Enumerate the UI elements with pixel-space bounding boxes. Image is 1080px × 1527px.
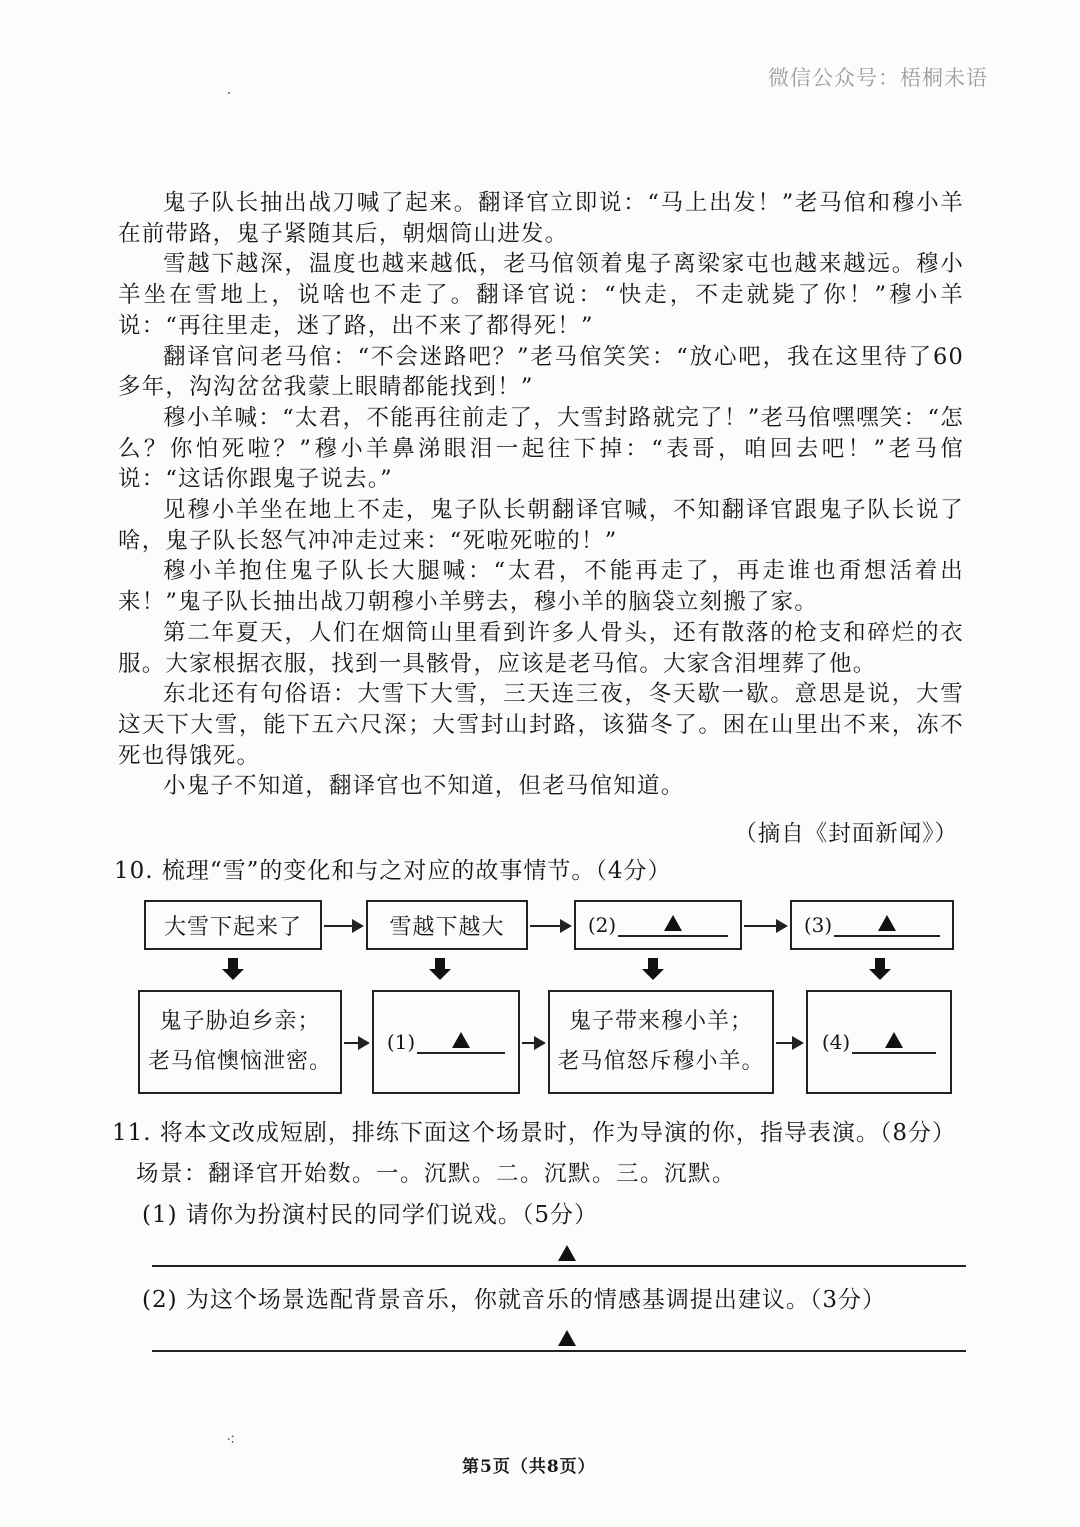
paragraph: 第二年夏天，人们在烟筒山里看到许多人骨头，还有散落的枪支和碎烂的衣服。大家根据衣服，找到一具骸骨，应该是老马倌。大家含泪埋葬了他。	[118, 619, 964, 677]
right-arrow-icon	[530, 925, 570, 927]
paragraph: 穆小羊喊：“太君，不能再往前走了，大雪封路就完了！”老马倌嘿嘿笑：“怎么？你怕死啦？”穆小羊鼻涕眼泪一起往下掉：“表哥，咱回去吧！”老马倌说：“这话你跟鬼子说去。”	[118, 404, 964, 493]
speck	[228, 92, 230, 94]
flow-slot-1	[372, 990, 520, 1094]
triangle-icon	[664, 915, 682, 931]
sub-question-1: (1) 请你为扮演村民的同学们说戏。（5分）	[142, 1202, 599, 1228]
scene-description: 场景：翻译官开始数。一。沉默。二。沉默。三。沉默。	[136, 1161, 737, 1187]
right-arrow-icon	[324, 925, 362, 927]
right-arrow-icon	[522, 1042, 544, 1044]
plot-text: 老马倌怒斥穆小羊。	[557, 1049, 765, 1074]
right-arrow-icon	[744, 925, 786, 927]
flow-slot-3	[790, 900, 954, 950]
paragraph: 鬼子队长抽出战刀喊了起来。翻译官立即说：“马上出发！”老马倌和穆小羊在前带路，鬼子紧随其后，朝烟筒山进发。	[118, 190, 964, 247]
triangle-icon	[885, 1032, 903, 1048]
slot-label: (4)	[821, 1030, 851, 1054]
question-11-title: 11. 将本文改成短剧，排练下面这个场景时，作为导演的你，指导表演。（8分）	[112, 1120, 957, 1146]
slot-label: (1)	[386, 1030, 416, 1054]
answer-line-1[interactable]	[152, 1265, 966, 1267]
flow-slot-4	[806, 990, 952, 1094]
flow-box-snow-2	[366, 900, 528, 950]
flow-slot-2	[574, 900, 742, 950]
triangle-icon	[558, 1330, 576, 1346]
article-body	[118, 188, 964, 802]
article-source: （摘自《封面新闻》）	[734, 821, 958, 847]
page-footer: 第5页（共8页）	[462, 1457, 596, 1477]
paragraph: 翻译官问老马倌：“不会迷路吧？”老马倌笑笑：“放心吧，我在这里待了60多年，沟沟岔岔我蒙上眼睛都能找到！”	[118, 343, 964, 401]
paragraph: 穆小羊抱住鬼子队长大腿喊：“太君，不能再走了，再走谁也甭想活着出来！”鬼子队长抽出战刀朝穆小羊劈去，穆小羊的脑袋立刻搬了家。	[118, 558, 964, 616]
slot-label: (2)	[587, 913, 617, 937]
flow-box-text: 大雪下起来了	[163, 914, 302, 940]
plot-text: 老马倌懊恼泄密。	[147, 1049, 332, 1074]
plot-text: 鬼子带来穆小羊；	[568, 1009, 753, 1034]
triangle-icon	[452, 1032, 470, 1048]
paragraph: 见穆小羊坐在地上不走，鬼子队长朝翻译官喊，不知翻译官跟鬼子队长说了啥，鬼子队长怒气冲冲走过来：“死啦死啦的！”	[118, 497, 964, 554]
watermark: 微信公众号：梧桐未语	[768, 66, 988, 90]
flow-box-text: 雪越下越大	[389, 914, 505, 940]
paragraph: 东北还有句俗语：大雪下大雪，三天连三夜，冬天歇一歇。意思是说，大雪这天下大雪，能下五六尺深；大雪封山封路，该猫冬了。困在山里出不来，冻不死也得饿死。	[118, 681, 964, 769]
plot-text: 鬼子胁迫乡亲；	[159, 1009, 321, 1034]
answer-line-2[interactable]	[152, 1350, 966, 1352]
triangle-icon	[558, 1245, 576, 1261]
slot-label: (3)	[803, 913, 833, 937]
triangle-icon	[878, 915, 896, 931]
ink-smudge: ⁖	[226, 1430, 236, 1449]
flow-plot-box-1	[138, 990, 342, 1094]
answer-blank[interactable]	[618, 913, 728, 937]
paragraph: 雪越下越深，温度也越来越低，老马倌领着鬼子离梁家屯也越来越远。穆小羊坐在雪地上，说啥也不走了。翻译官说：“快走，不走就毙了你！”穆小羊说：“再往里走，迷了路，出不来了都得死！”	[118, 251, 964, 339]
paragraph: 小鬼子不知道，翻译官也不知道，但老马倌知道。	[163, 773, 685, 800]
right-arrow-icon	[344, 1042, 368, 1044]
flow-plot-box-3	[548, 990, 774, 1094]
answer-blank[interactable]	[834, 913, 940, 937]
right-arrow-icon	[776, 1042, 802, 1044]
question-10-title: 10. 梳理“雪”的变化和与之对应的故事情节。（4分）	[114, 858, 672, 884]
flow-box-snow-1	[144, 900, 322, 950]
answer-blank[interactable]	[417, 1030, 505, 1054]
answer-blank[interactable]	[852, 1030, 936, 1054]
sub-question-2: (2) 为这个场景选配背景音乐，你就音乐的情感基调提出建议。（3分）	[142, 1287, 887, 1313]
